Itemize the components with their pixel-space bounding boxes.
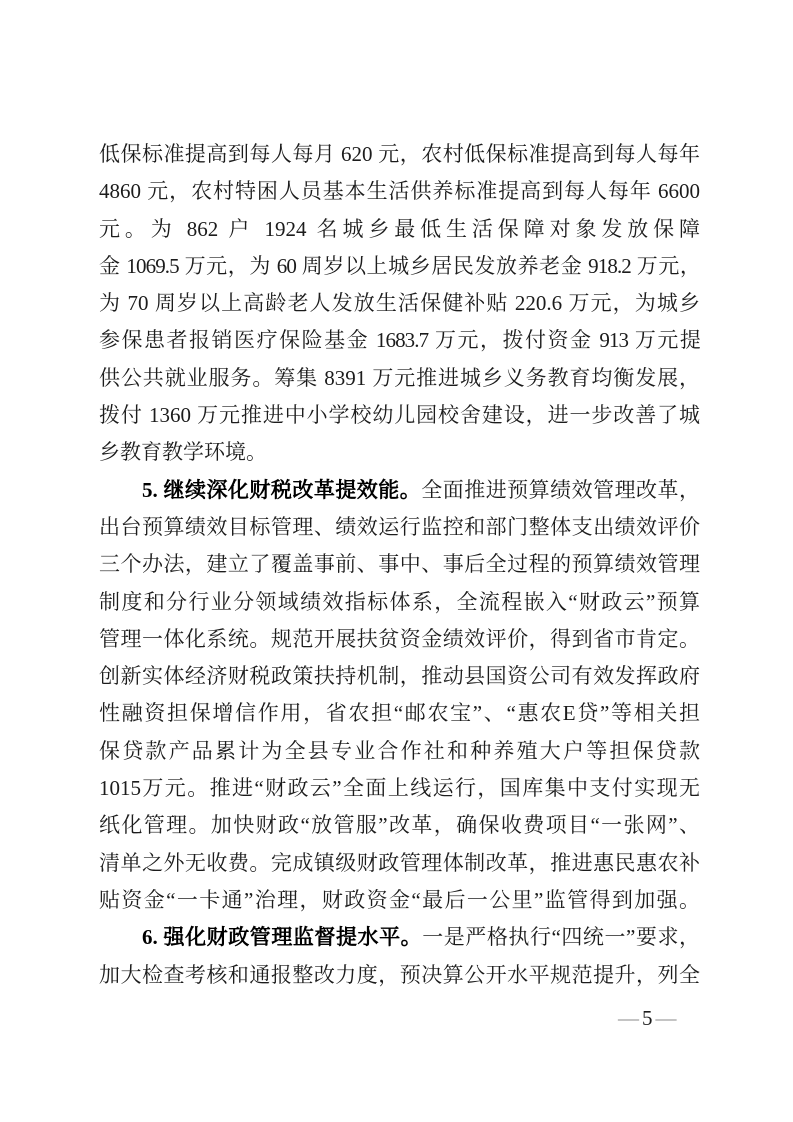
text-run: 元。为 862 户 1924 名城乡最低生活保障对象发放保障 (99, 216, 700, 241)
text-line (99, 322, 700, 359)
text-line (99, 621, 700, 658)
text-run: 性融资担保增信作用，省农担“邮农宝”、“惠农E贷”等相关担 (99, 701, 700, 726)
text-run: 低保标准提高到每人每月 620 元，农村低保标准提高到每人每年 (99, 142, 700, 166)
text-line (99, 919, 700, 956)
text-run: 1015万元。推进“财政云”全面上线运行，国库集中支付实现无 (99, 776, 700, 801)
text-run: 供公共就业服务。筹集 8391 万元推进城乡义务教育均衡发展， (99, 365, 700, 390)
text-line (99, 770, 700, 807)
text-line (99, 434, 700, 471)
text-line (99, 211, 700, 248)
text-line (99, 658, 700, 695)
page-number-value: 5 (642, 1006, 653, 1030)
section-heading: 6. 强化财政管理监督提水平。 (142, 925, 423, 950)
text-line (99, 397, 700, 434)
text-run: 出台预算绩效目标管理、绩效运行监控和部门整体支出绩效评价 (99, 514, 700, 539)
text-line (99, 957, 700, 994)
text-run: 三个办法，建立了覆盖事前、事中、事后全过程的预算绩效管理 (99, 552, 700, 577)
text-run: 拨付 1360 万元推进中小学校幼儿园校舍建设，进一步改善了城 (99, 403, 700, 428)
section-heading: 5. 继续深化财税改革提效能。 (142, 477, 422, 502)
text-line (99, 509, 700, 546)
text-line (99, 584, 700, 621)
text-line (99, 733, 700, 770)
text-line (99, 136, 700, 173)
text-run: 清单之外无收费。完成镇级财政管理体制改革，推进惠民惠农补 (99, 850, 700, 875)
text-run: 创新实体经济财税政策扶持机制，推动县国资公司有效发挥政府 (99, 664, 700, 689)
text-line (99, 546, 700, 583)
body-text (99, 136, 700, 994)
text-line (99, 695, 700, 732)
text-line (99, 845, 700, 882)
text-run: 保贷款产品累计为全县专业合作社和种养殖大户等担保贷款 (99, 738, 700, 763)
text-line (99, 285, 700, 322)
text-line (99, 248, 700, 285)
text-line (99, 807, 700, 844)
text-run: 4860 元，农村特困人员基本生活供养标准提高到每人每年 6600 (99, 179, 700, 204)
text-line (99, 882, 700, 919)
text-run: 乡教育教学环境。 (99, 440, 267, 465)
text-run: 参保患者报销医疗保险基金 1683.7 万元，拨付资金 913 万元提 (99, 328, 700, 353)
page-number-dash-left: — (618, 1006, 639, 1030)
text-run: 一是严格执行“四统一”要求， (422, 925, 700, 950)
text-run: 管理一体化系统。规范开展扶贫资金绩效评价，得到省市肯定。 (99, 626, 700, 651)
text-run: 制度和分行业分领域绩效指标体系，全流程嵌入“财政云”预算 (99, 589, 700, 614)
text-run: 为 70 周岁以上高龄老人发放生活保健补贴 220.6 万元，为城乡 (99, 291, 700, 316)
text-run: 加大检查考核和通报整改力度，预决算公开水平规范提升，列全 (99, 962, 700, 987)
page-number (618, 1003, 677, 1033)
page-number-dash-right: — (655, 1006, 677, 1030)
text-run: 纸化管理。加快财政“放管服”改革，确保收费项目“一张网”、 (99, 813, 700, 838)
text-run: 金 1069.5 万元，为 60 周岁以上城乡居民发放养老金 918.2 万元， (99, 253, 700, 278)
text-line (99, 472, 700, 509)
text-line (99, 360, 700, 397)
text-run: 全面推进预算绩效管理改革， (421, 477, 700, 502)
text-run: 贴资金“一卡通”治理，财政资金“最后一公里”监管得到加强。 (99, 887, 700, 912)
text-line (99, 173, 700, 210)
